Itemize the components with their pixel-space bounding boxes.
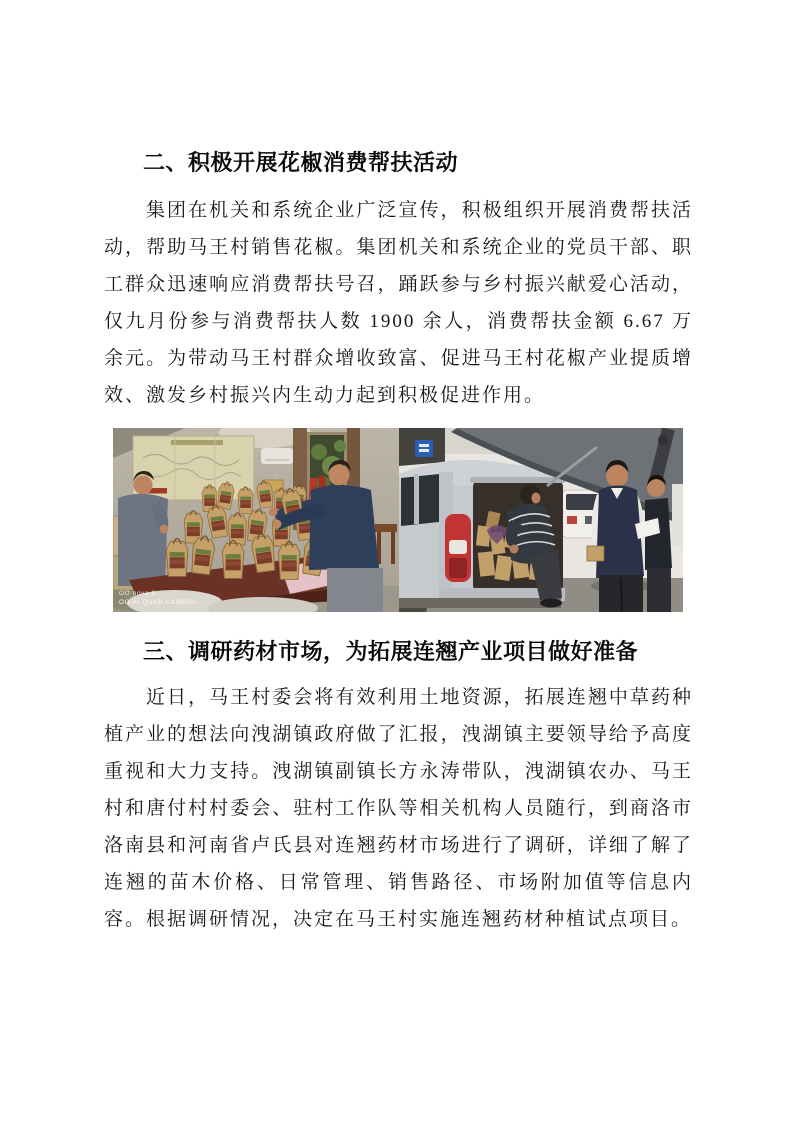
bystander-sleeve: [672, 484, 683, 546]
section-2-heading: 二、积极开展花椒消费帮扶活动: [143, 150, 459, 175]
photo-row: [113, 428, 683, 612]
section-3-paragraph: 近日，马王村委会将有效利用土地资源，拓展连翘中草药种植产业的想法向洩湖镇政府做了汇报，洩湖镇主要领导给予高度重视和大力支持。洩湖镇副镇长方永涛带队，洩湖镇农办、马王村和唐付村村委会、驻村工作队等相关机构人员随行，到商洛市洛南县和河南省卢氏县对连翘药材市场进行了调研，详细了解了连翘的苗木价格、日常管理、销售路径、市场附加值等信息内容。根据调研情况，决定在马王村实施连翘药材种植试点项目。: [104, 687, 693, 930]
blue-sign: [415, 440, 433, 457]
photo-van-loading: [399, 428, 683, 612]
camera-watermark-line1: OO nova 8: [119, 590, 156, 597]
wall-map-poster: [133, 436, 254, 500]
section-2-paragraph: 集团在机关和系统企业广泛宣传，积极组织开展消费帮扶活动，帮助马王村销售花椒。集团机关和系统企业的党员干部、职工群众迅速响应消费帮扶号召，踊跃参与乡村振兴献爱心活动，仅九月份参与消费帮扶人数 1900 余人，消费帮扶金额 6.67 万余元。为带动马王村群众增收致富、促进马王村花椒产业提质增效、激发乡村振兴内生动力起到积极促进作用。: [104, 200, 693, 406]
photo-pepper-bag-packing: [113, 428, 399, 612]
section-3-heading: 三、调研药材市场，为拓展连翘产业项目做好准备: [143, 639, 639, 664]
camera-watermark-line2: OO AI QUAD CAMERA: [119, 599, 198, 606]
taillight: [445, 514, 471, 582]
page-content: [104, 0, 693, 938]
